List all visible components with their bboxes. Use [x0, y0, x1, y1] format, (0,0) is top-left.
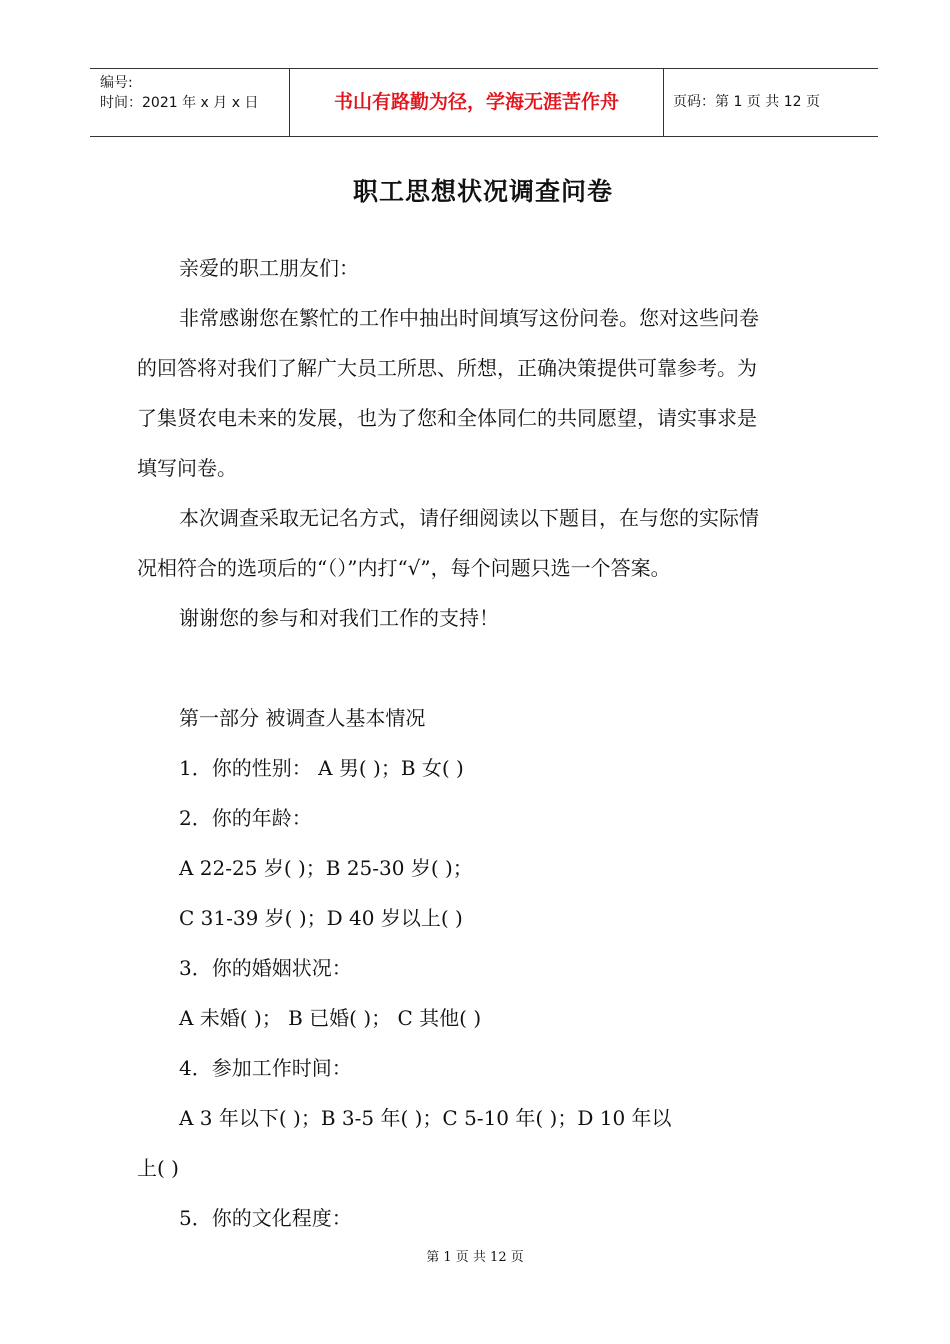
- question-line: 3．你的婚姻状况：: [179, 956, 352, 980]
- question-line: 2．你的年龄：: [179, 806, 312, 830]
- date-label: 时间：2021 年 x 月 x 日: [100, 95, 259, 111]
- intro-line: 非常感谢您在繁忙的工作中抽出时间填写这份问卷。您对这些问卷: [179, 306, 759, 330]
- question-line: 5．你的文化程度：: [179, 1206, 352, 1230]
- question-line: A 3 年以下( )；B 3-5 年( )；C 5-10 年( )；D 10 年以: [179, 1106, 672, 1130]
- spacer: [137, 643, 837, 693]
- greeting: 亲爱的职工朋友们：: [179, 256, 359, 280]
- document-body: [137, 243, 837, 1243]
- question-line: 4．参加工作时间：: [179, 1056, 352, 1080]
- header-meta: [90, 69, 290, 136]
- intro-line: 了集贤农电未来的发展，也为了您和全体同仁的共同愿望，请实事求是: [137, 406, 757, 430]
- intro-line: 填写问卷。: [137, 456, 237, 480]
- instruction-line: 本次调查采取无记名方式，请仔细阅读以下题目，在与您的实际情: [179, 506, 759, 530]
- document-title: 职工思想状况调查问卷: [352, 177, 613, 206]
- instruction-line: 况相符合的选项后的“（）”内打“√”，每个问题只选一个答案。: [137, 556, 671, 580]
- header-page-label: 页码：第 1 页 共 12 页: [673, 94, 820, 110]
- thanks-line: 谢谢您的参与和对我们工作的支持！: [179, 606, 499, 630]
- question-line: A 未婚( )； B 已婚( )； C 其他( ): [179, 1006, 482, 1030]
- page-footer: 第 1 页 共 12 页: [426, 1250, 524, 1265]
- intro-line: 的回答将对我们了解广大员工所思、所想，正确决策提供可靠参考。为: [137, 356, 757, 380]
- question-line: A 22-25 岁( )；B 25-30 岁( )；: [179, 856, 473, 880]
- number-label: 编号:: [100, 75, 133, 91]
- question-line: 1．你的性别： A 男( )；B 女( ): [179, 756, 464, 780]
- header-motto: 书山有路勤为径，学海无涯苦作舟: [290, 69, 664, 136]
- section-title: 第一部分 被调查人基本情况: [179, 706, 426, 730]
- page-header: [90, 68, 878, 137]
- question-line: C 31-39 岁( )；D 40 岁以上( ): [179, 906, 463, 930]
- question-line: 上( ): [137, 1156, 179, 1180]
